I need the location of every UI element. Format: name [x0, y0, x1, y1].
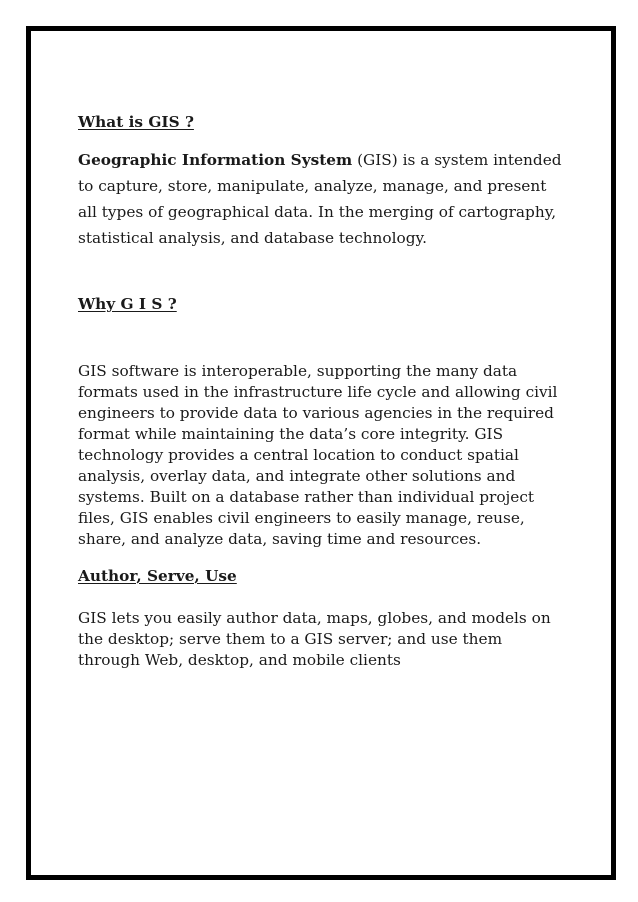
- document-body: [78, 112, 568, 671]
- heading-author-serve-use: Author, Serve, Use: [78, 567, 237, 585]
- paragraph-author-serve-use: GIS lets you easily author data, maps, globes, and models on the desktop; serve them to a GIS server; and use them through Web, desktop, and mobile clients: [78, 609, 551, 669]
- term-gis: Geographic Information System: [78, 151, 353, 169]
- paragraph-gis-definition: [78, 147, 568, 251]
- paragraph-why-gis: GIS software is interoperable, supporting the many data formats used in the infrastructure life cycle and allowing civil engineers to provide data to various agencies in the required format while maintaining the data’s core integrity. GIS technology provides a central location to conduct spatial analysis, overlay data, and integrate other solutions and systems. Built on a database rather than individual project files, GIS enables civil engineers to easily manage, reuse, share, and analyze data, saving time and resources.: [78, 362, 558, 548]
- heading-what-is-gis: What is GIS ?: [78, 113, 194, 131]
- heading-why-gis: Why G I S ?: [78, 295, 177, 313]
- definition-text: (GIS) is a system intended to capture, store, manipulate, analyze, manage, and present all types of geographical data. In the merging of cartography, statistical analysis, and database technology.: [78, 151, 562, 247]
